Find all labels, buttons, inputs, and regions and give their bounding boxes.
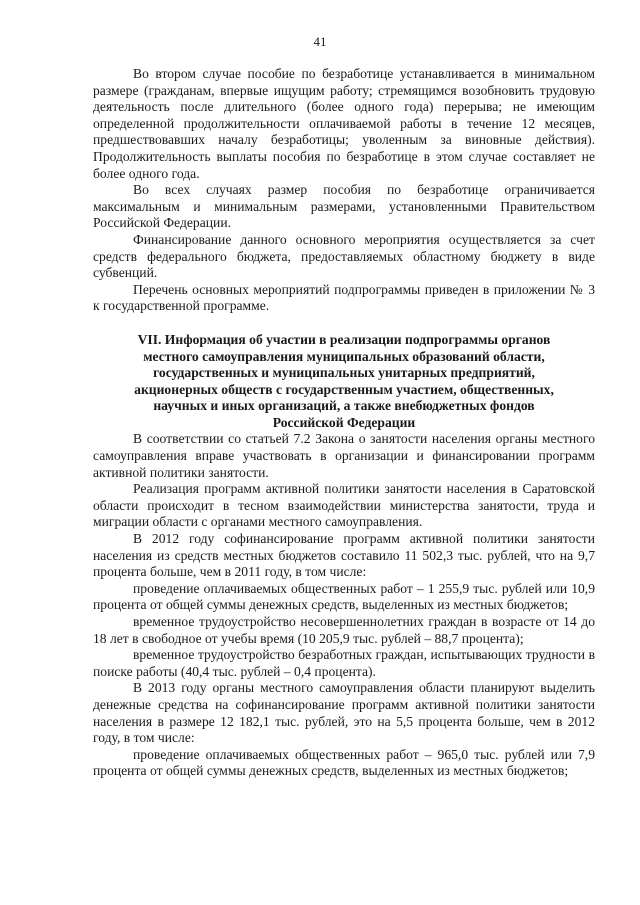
page-content	[93, 66, 595, 780]
paragraph-benefit-limits: Во всех случаях размер пособия по безработице ограничивается максимальным и минимальным размерами, установленными Правительством Российской Федерации.	[93, 182, 595, 231]
paragraph-law-reference: В соответствии со статьей 7.2 Закона о занятости населения органы местного самоуправления вправе участвовать в организации и финансировании программ активной политики занятости.	[93, 431, 595, 480]
heading-line: научных и иных организаций, а также внебюджетных фондов	[153, 398, 535, 414]
paragraph-2012-cofinancing: В 2012 году софинансирование программ активной политики занятости населения из средств местных бюджетов составило 11 502,3 тыс. рублей, что на 9,7 процента больше, чем в 2011 году, в том числе:	[93, 531, 595, 580]
heading-line: VII. Информация об участии в реализации подпрограммы органов	[137, 331, 551, 347]
heading-line: Российской Федерации	[272, 414, 416, 430]
paragraph-measures-list: Перечень основных мероприятий подпрограммы приведен в приложении № 3 к государственной программе.	[93, 281, 595, 314]
heading-line: государственных и муниципальных унитарных предприятий,	[153, 365, 535, 381]
page-number: 41	[313, 34, 327, 49]
paragraph-2012-unemployed: временное трудоустройство безработных граждан, испытывающих трудности в поиске работы (40,4 тыс. рублей – 0,4 процента).	[93, 647, 595, 679]
heading-line: акционерных обществ с государственным участием, общественных,	[134, 381, 554, 397]
paragraph-2012-public-works: проведение оплачиваемых общественных работ – 1 255,9 тыс. рублей или 10,9 процента от общей суммы денежных средств, выделенных из местных бюджетов;	[93, 580, 595, 613]
paragraph-2013-plan: В 2013 году органы местного самоуправления области планируют выделить денежные средства на софинансирование программ активной политики занятости населения в размере 12 182,1 тыс. рублей, это на 5,5 процента больше, чем в 2012 году, в том числе:	[93, 680, 595, 746]
paragraph-2013-public-works: проведение оплачиваемых общественных работ – 965,0 тыс. рублей или 7,9 процента от общей суммы денежных средств, выделенных из местных бюджетов;	[93, 746, 595, 779]
paragraph-cooperation: Реализация программ активной политики занятости населения в Саратовской области происходит в тесном взаимодействии министерства занятости, труда и миграции области с органами местного самоуправления.	[93, 481, 595, 530]
heading-line: местного самоуправления муниципальных образований области,	[143, 348, 545, 364]
paragraph-minimal-benefit: Во втором случае пособие по безработице устанавливается в минимальном размере (гражданам, впервые ищущим работу; стремящимся возобновить трудовую деятельность после длительного (более одного года) перерыва; не имеющим определенной продолжительности оплачиваемой работы в течение 12 месяцев, предшествовавших началу безработицы; уволенным за виновные действия). Продолжительность выплаты пособия по безработице в этом случае составляет не более одного года.	[93, 66, 595, 181]
section-heading	[93, 332, 595, 432]
paragraph-2012-minors: временное трудоустройство несовершеннолетних граждан в возрасте от 14 до 18 лет в свободное от учебы время (10 205,9 тыс. рублей – 88,7 процента);	[93, 614, 595, 646]
paragraph-financing: Финансирование данного основного мероприятия осуществляется за счет средств федерального бюджета, предоставляемых областному бюджету в виде субвенций.	[93, 231, 595, 281]
